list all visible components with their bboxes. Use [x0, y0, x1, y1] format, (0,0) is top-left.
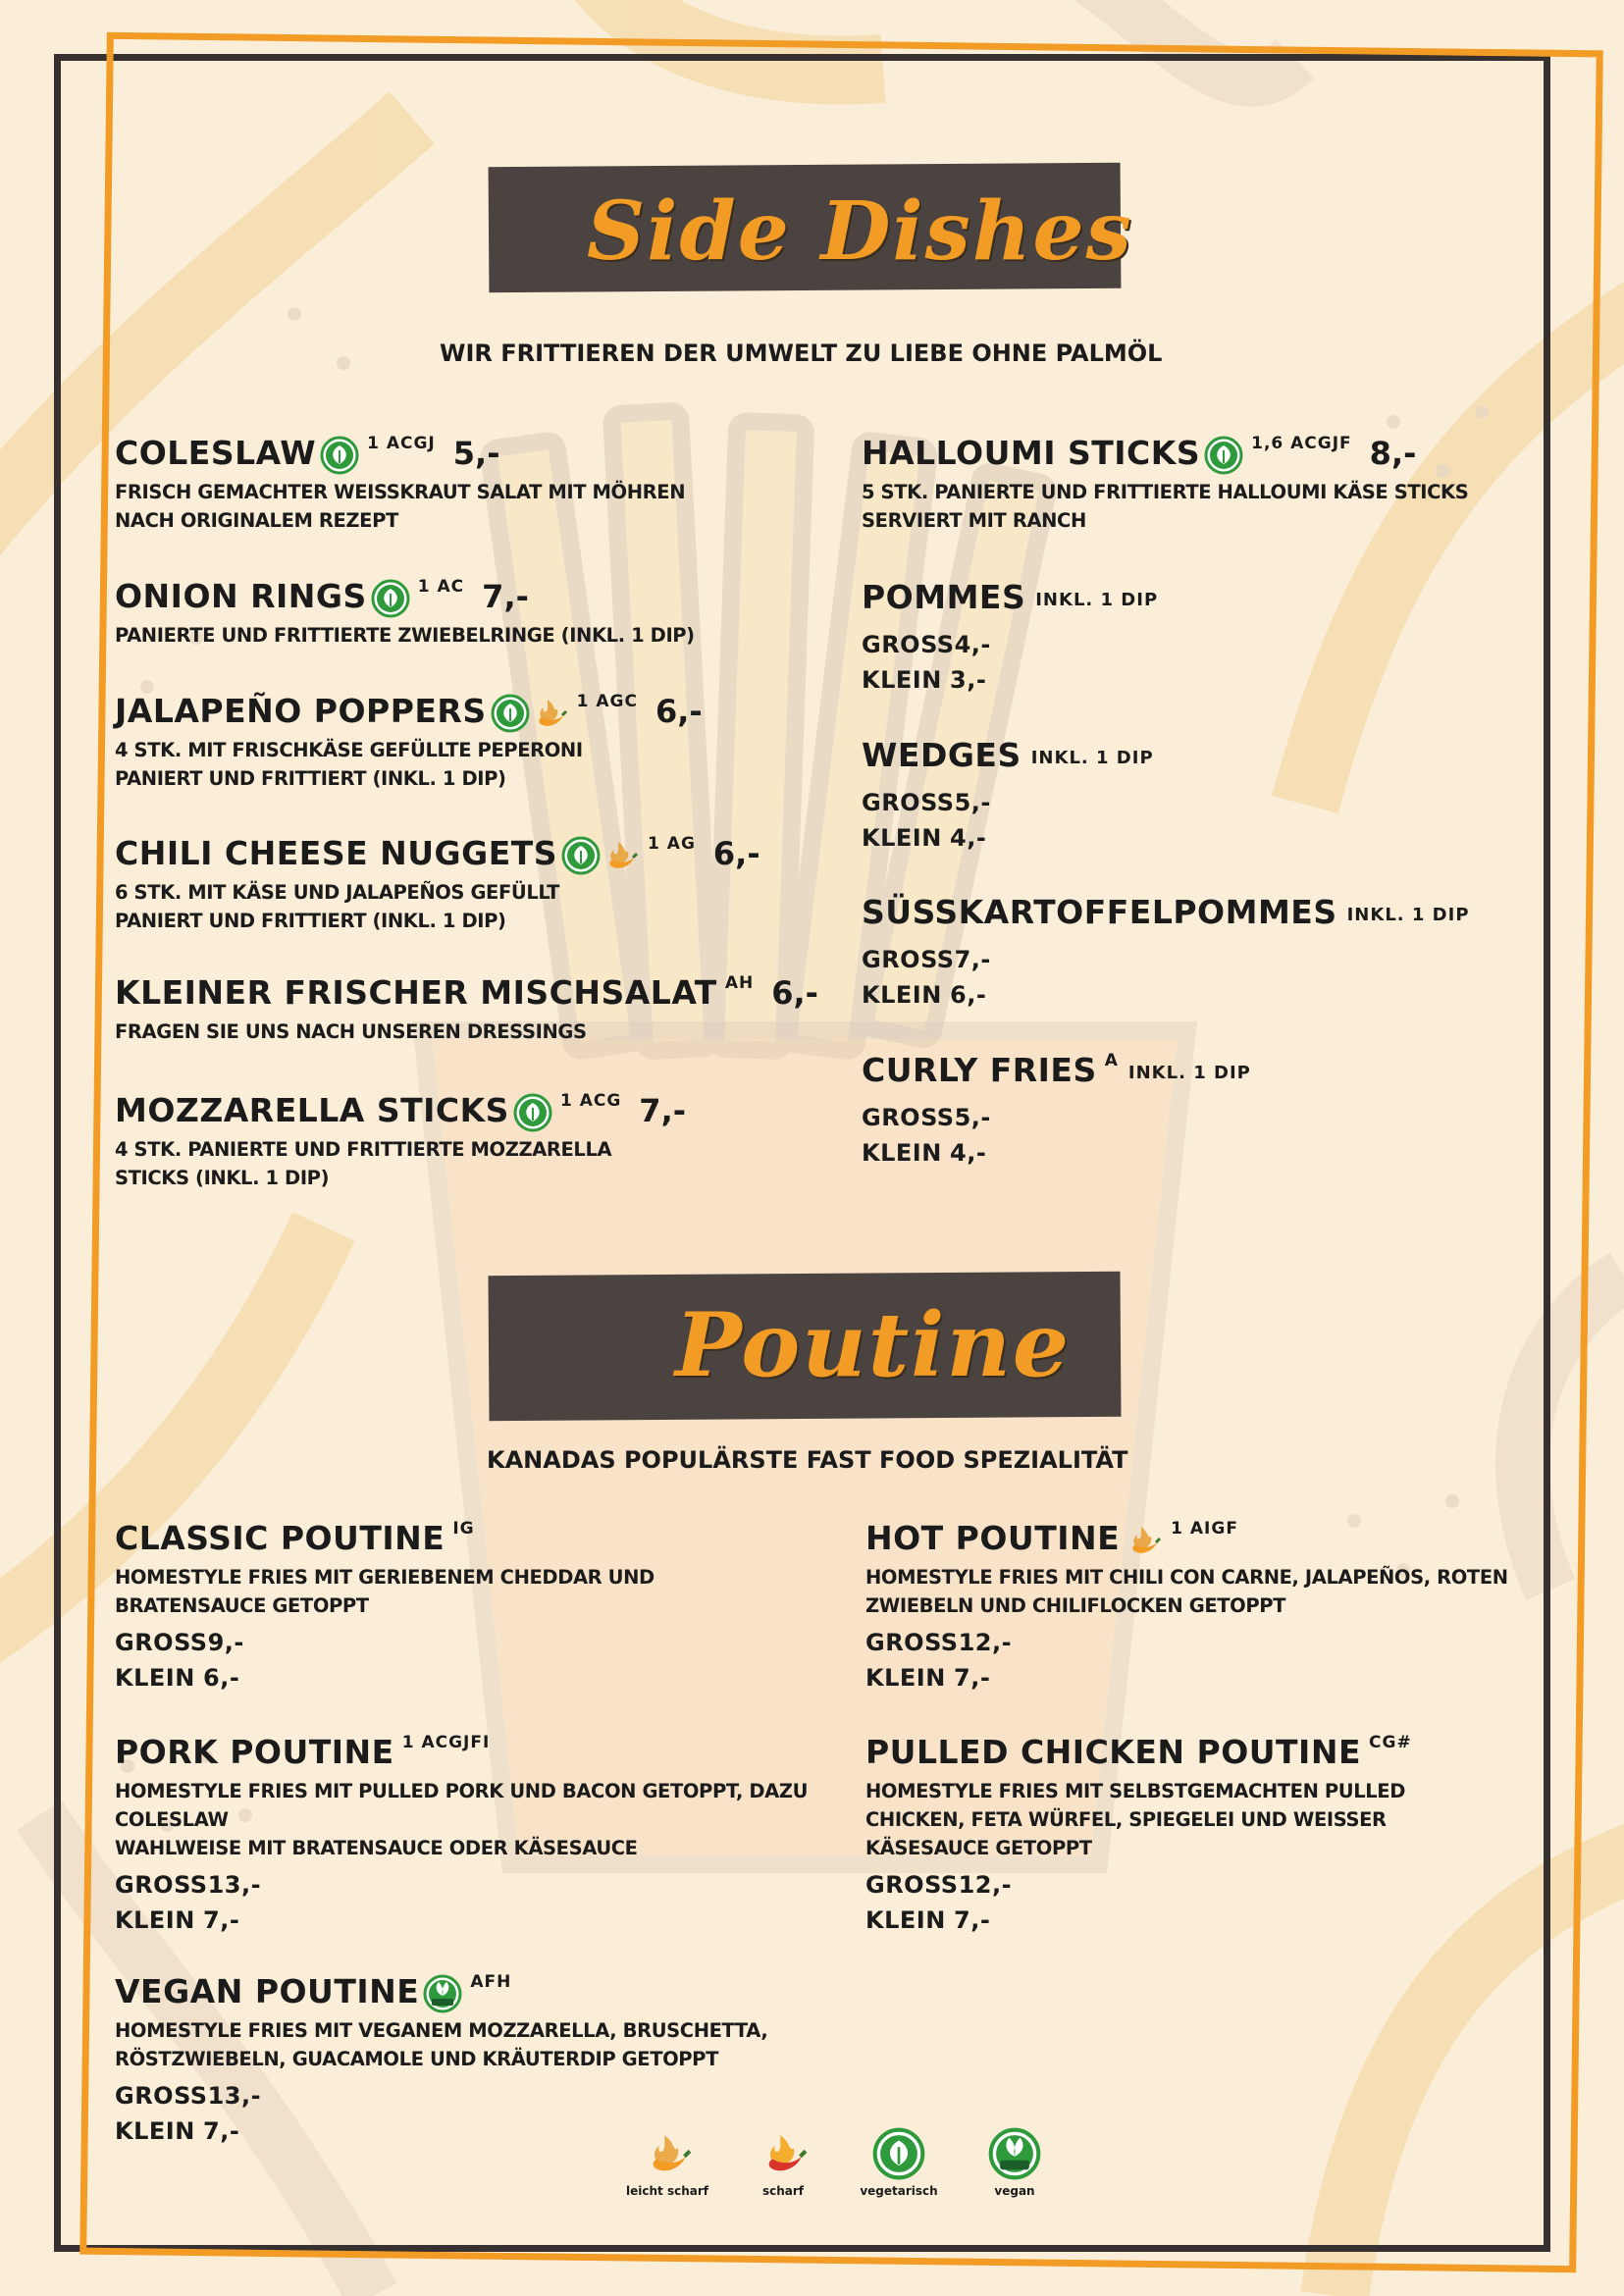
legend-label: vegan — [994, 2184, 1035, 2198]
item-name: HOT POUTINE — [865, 1519, 1121, 1557]
item-price: 8,- — [1369, 435, 1417, 472]
allergen-codes: 1 AG — [648, 834, 696, 854]
vegetarian-icon — [491, 694, 530, 733]
item-name: CHILI CHEESE NUGGETS — [115, 834, 558, 872]
item-icons — [423, 1974, 462, 2013]
item-description: CHICKEN, FETA WÜRFEL, SPIEGELEI UND WEISSER — [865, 1808, 1387, 1831]
menu-item — [115, 1517, 841, 1696]
size-prices — [862, 1100, 1548, 1171]
size-label: KLEIN — [115, 1906, 195, 1934]
size-label: KLEIN — [862, 981, 942, 1009]
size-price-row — [115, 2078, 841, 2113]
vegetarian-icon — [1204, 436, 1243, 475]
size-label: GROSS — [862, 1104, 955, 1131]
item-icons — [1204, 436, 1243, 475]
menu-item — [115, 1731, 841, 1938]
item-description: HOMESTYLE FRIES MIT CHILI CON CARNE, JALAPEÑOS, ROTEN — [865, 1566, 1508, 1589]
size-price-row — [862, 627, 1548, 662]
size-prices — [115, 1625, 841, 1696]
item-description: ZWIEBELN UND CHILIFLOCKEN GETOPPT — [865, 1594, 1286, 1617]
item-header — [115, 1731, 841, 1776]
legend-label: leicht scharf — [626, 2184, 708, 2198]
size-prices — [865, 1625, 1552, 1696]
item-name: CURLY FRIES — [862, 1051, 1097, 1089]
size-price-row — [862, 820, 1548, 856]
item-header — [862, 432, 1548, 477]
item-name: COLESLAW — [115, 434, 317, 472]
item-header — [862, 576, 1548, 621]
size-price: 7,- — [954, 1906, 991, 1934]
vegetarian-icon — [320, 436, 359, 475]
vegan-icon — [423, 1974, 462, 2013]
size-price-row — [115, 1903, 841, 1938]
item-name: PORK POUTINE — [115, 1733, 394, 1771]
item-description: RÖSTZWIEBELN, GUACAMOLE UND KRÄUTERDIP GETOPPT — [115, 2048, 718, 2070]
item-name: MOZZARELLA STICKS — [115, 1091, 509, 1129]
size-price: 12,- — [958, 1629, 1013, 1656]
size-price-row — [862, 785, 1548, 820]
item-header — [865, 1517, 1552, 1562]
size-price: 13,- — [207, 1871, 262, 1899]
side-dishes-title: Side Dishes — [587, 184, 1133, 279]
item-description: WAHLWEISE MIT BRATENSAUCE ODER KÄSESAUCE — [115, 1837, 638, 1859]
item-description: HOMESTYLE FRIES MIT PULLED PORK UND BACON GETOPPT, DAZU — [115, 1780, 809, 1802]
size-prices — [862, 627, 1548, 698]
size-price: 4,- — [950, 824, 987, 852]
size-price: 5,- — [954, 789, 991, 816]
item-name: PULLED CHICKEN POUTINE — [865, 1733, 1362, 1771]
size-price-row — [115, 1660, 841, 1696]
item-name: CLASSIC POUTINE — [115, 1519, 445, 1557]
size-price-row — [115, 1625, 841, 1660]
size-label: GROSS — [115, 1871, 208, 1899]
menu-item — [115, 432, 802, 534]
vegetarian-icon — [872, 2127, 925, 2180]
item-description: FRAGEN SIE UNS NACH UNSEREN DRESSINGS — [115, 1020, 587, 1043]
mild-chili-icon — [530, 694, 569, 733]
item-name: POMMES — [862, 578, 1026, 616]
item-price: 5,- — [452, 435, 500, 472]
size-label: GROSS — [862, 946, 955, 973]
size-prices — [115, 2078, 841, 2149]
item-icons — [491, 694, 569, 733]
includes-note: INKL. 1 DIP — [1035, 590, 1159, 610]
item-name: SÜSSKARTOFFELPOMMES — [862, 893, 1337, 931]
poutine-subtitle: KANADAS POPULÄRSTE FAST FOOD SPEZIALITÄT — [487, 1446, 1128, 1474]
item-description: 4 STK. MIT FRISCHKÄSE GEFÜLLTE PEPERONI — [115, 739, 583, 761]
menu-item — [115, 971, 818, 1045]
item-name: WEDGES — [862, 736, 1022, 774]
item-description: NACH ORIGINALEM REZEPT — [115, 509, 398, 532]
item-description: HOMESTYLE FRIES MIT VEGANEM MOZZARELLA, BRUSCHETTA, — [115, 2019, 768, 2042]
mild-chili-icon — [1124, 1521, 1163, 1560]
item-description: FRISCH GEMACHTER WEISSKRAUT SALAT MIT MÖHREN — [115, 481, 686, 503]
item-price: 6,- — [712, 835, 760, 872]
menu-item — [115, 1089, 802, 1191]
item-header — [865, 1731, 1552, 1776]
allergen-codes: 1 ACGJFI — [401, 1733, 491, 1752]
item-icons — [371, 579, 410, 618]
menu-item — [862, 734, 1548, 856]
vegetarian-icon — [371, 579, 410, 618]
size-price: 4,- — [954, 631, 991, 658]
size-price-row — [865, 1625, 1552, 1660]
menu-item — [115, 1970, 841, 2149]
item-description: HOMESTYLE FRIES MIT GERIEBENEM CHEDDAR UND — [115, 1566, 655, 1589]
menu-item — [115, 690, 802, 792]
size-price: 7,- — [954, 946, 991, 973]
size-label: GROSS — [862, 631, 955, 658]
size-prices — [862, 942, 1548, 1013]
item-header — [115, 432, 802, 477]
item-price: 6,- — [655, 693, 703, 730]
size-prices — [862, 785, 1548, 856]
allergen-codes: 1 ACG — [559, 1091, 622, 1111]
item-name: ONION RINGS — [115, 577, 367, 615]
allergen-codes: 1 AIGF — [1171, 1519, 1238, 1539]
item-name: VEGAN POUTINE — [115, 1972, 420, 2010]
size-price: 9,- — [207, 1629, 244, 1656]
size-price-row — [862, 1100, 1548, 1135]
item-price: 6,- — [771, 974, 818, 1012]
legend-label: vegetarisch — [860, 2184, 938, 2198]
item-icons — [320, 436, 359, 475]
item-description: KÄSESAUCE GETOPPT — [865, 1837, 1092, 1859]
size-price-row — [865, 1903, 1552, 1938]
vegetarian-icon — [513, 1093, 552, 1132]
item-header — [862, 891, 1548, 936]
item-description: COLESLAW — [115, 1808, 229, 1831]
size-price: 6,- — [950, 981, 987, 1009]
size-price: 4,- — [950, 1139, 987, 1167]
size-price: 5,- — [954, 1104, 991, 1131]
item-header — [115, 971, 818, 1017]
size-prices — [115, 1867, 841, 1938]
allergen-codes: A — [1104, 1051, 1119, 1070]
menu-item — [865, 1731, 1552, 1938]
size-label: KLEIN — [862, 824, 942, 852]
item-description: BRATENSAUCE GETOPPT — [115, 1594, 369, 1617]
size-label: KLEIN — [865, 1906, 946, 1934]
size-price: 3,- — [950, 666, 987, 694]
menu-item — [862, 432, 1548, 534]
allergen-codes: CG# — [1369, 1733, 1412, 1752]
size-price-row — [115, 2113, 841, 2149]
item-header — [115, 690, 802, 735]
allergen-codes: IG — [452, 1519, 475, 1539]
side-dishes-subtitle: WIR FRITTIEREN DER UMWELT ZU LIEBE OHNE PALMÖL — [440, 339, 1163, 367]
item-icons — [1124, 1521, 1163, 1560]
item-price: 7,- — [482, 578, 529, 615]
size-price: 12,- — [958, 1871, 1013, 1899]
item-name: KLEINER FRISCHER MISCHSALAT — [115, 973, 717, 1012]
item-header — [115, 1089, 802, 1134]
item-header — [115, 575, 802, 620]
allergen-codes: AH — [724, 973, 755, 993]
legend-entry — [860, 2127, 938, 2198]
menu-item — [115, 832, 802, 934]
size-price-row — [862, 1135, 1548, 1171]
item-name: HALLOUMI STICKS — [862, 434, 1201, 472]
item-description: SERVIERT MIT RANCH — [862, 509, 1086, 532]
size-price: 7,- — [954, 1664, 991, 1692]
item-header — [115, 1970, 841, 2015]
item-description: PANIERT UND FRITTIERT (INKL. 1 DIP) — [115, 910, 506, 932]
includes-note: INKL. 1 DIP — [1127, 1063, 1251, 1083]
size-label: GROSS — [115, 1629, 208, 1656]
includes-note: INKL. 1 DIP — [1346, 905, 1470, 925]
legend-label: scharf — [761, 2184, 805, 2198]
item-header — [115, 1517, 841, 1562]
menu-item — [862, 891, 1548, 1013]
item-header — [115, 832, 802, 877]
item-description: PANIERT UND FRITTIERT (INKL. 1 DIP) — [115, 767, 506, 790]
size-label: KLEIN — [115, 2117, 195, 2145]
size-label: KLEIN — [862, 1139, 942, 1167]
menu-item — [115, 575, 802, 649]
allergen-codes: 1 ACGJ — [367, 434, 436, 453]
item-name: JALAPEÑO POPPERS — [115, 692, 487, 730]
item-header — [862, 734, 1548, 779]
item-icons — [561, 836, 640, 875]
allergen-codes: AFH — [470, 1972, 512, 1992]
size-price-row — [862, 662, 1548, 698]
size-label: GROSS — [115, 2082, 208, 2110]
allergen-codes: 1,6 ACGJF — [1251, 434, 1352, 453]
item-description: HOMESTYLE FRIES MIT SELBSTGEMACHTEN PULLED — [865, 1780, 1405, 1802]
includes-note: INKL. 1 DIP — [1030, 748, 1154, 768]
poutine-title: Poutine — [675, 1293, 1072, 1397]
allergen-codes: 1 AGC — [576, 692, 638, 711]
item-description: 6 STK. MIT KÄSE UND JALAPEÑOS GEFÜLLT — [115, 881, 560, 904]
size-label: KLEIN — [862, 666, 942, 694]
size-label: KLEIN — [865, 1664, 946, 1692]
item-description: PANIERTE UND FRITTIERTE ZWIEBELRINGE (INKL. 1 DIP) — [115, 624, 695, 647]
size-price-row — [862, 942, 1548, 977]
size-label: GROSS — [862, 789, 955, 816]
size-price: 6,- — [203, 1664, 240, 1692]
vegan-icon — [988, 2127, 1041, 2180]
menu-item — [862, 1049, 1548, 1171]
item-description: 4 STK. PANIERTE UND FRITTIERTE MOZZARELLA — [115, 1138, 612, 1161]
allergen-codes: 1 AC — [417, 577, 465, 597]
size-price: 7,- — [203, 1906, 240, 1934]
size-price: 13,- — [207, 2082, 262, 2110]
size-label: KLEIN — [115, 1664, 195, 1692]
item-icons — [513, 1093, 552, 1132]
size-price-row — [865, 1660, 1552, 1696]
mild-chili-icon — [601, 836, 640, 875]
size-label: GROSS — [865, 1629, 959, 1656]
size-price: 7,- — [203, 2117, 240, 2145]
size-label: GROSS — [865, 1871, 959, 1899]
menu-item — [865, 1517, 1552, 1696]
item-description: 5 STK. PANIERTE UND FRITTIERTE HALLOUMI KÄSE STICKS — [862, 481, 1469, 503]
legend-entry — [975, 2127, 1054, 2198]
size-prices — [865, 1867, 1552, 1938]
size-price-row — [115, 1867, 841, 1903]
item-header — [862, 1049, 1548, 1094]
menu-item — [862, 576, 1548, 698]
item-price: 7,- — [639, 1092, 686, 1129]
item-description: STICKS (INKL. 1 DIP) — [115, 1167, 330, 1189]
size-price-row — [865, 1867, 1552, 1903]
vegetarian-icon — [561, 836, 601, 875]
size-price-row — [862, 977, 1548, 1013]
